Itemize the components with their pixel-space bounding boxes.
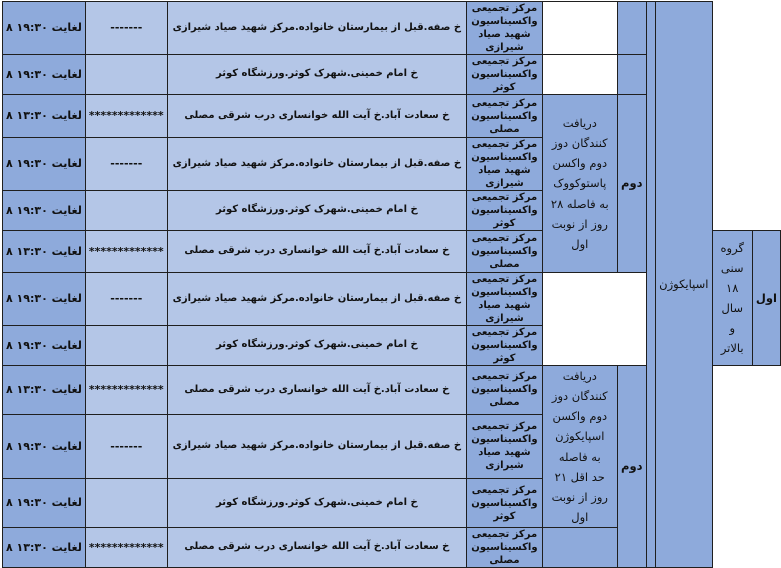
time-cell: ۸ لغایت ۱۳:۳۰ [3,366,86,415]
vaccine-empty-cell [646,2,655,568]
code-cell [85,479,167,528]
code-cell: ************* [85,231,167,273]
center-cell: مرکز تجمیعی واکسیناسیون شهید صیاد شیرازی [467,138,543,191]
time-cell: ۸ لغایت ۱۹:۳۰ [3,479,86,528]
code-cell: ------- [85,414,167,479]
code-cell: ------- [85,2,167,55]
center-cell: مرکز تجمیعی واکسیناسیون مصلی [467,231,543,273]
time-cell: ۸ لغایت ۱۹:۳۰ [3,138,86,191]
code-cell: ------- [85,273,167,326]
group-empty-cell [542,528,617,568]
table-row [3,2,781,55]
vaccine-name-cell: اسپایکوژن [656,2,712,568]
center-cell: مرکز تجمیعی واکسیناسیون کوثر [467,55,543,95]
dose-cell: دوم [617,95,646,273]
code-cell: ------- [85,138,167,191]
time-cell: ۸ لغایت ۱۹:۳۰ [3,191,86,231]
center-cell: مرکز تجمیعی واکسیناسیون شهید صیاد شیرازی [467,273,543,326]
address-cell: خ امام خمینی.شهرک کوثر.ورزشگاه کوثر [167,55,466,95]
time-cell: ۸ لغایت ۱۳:۳۰ [3,231,86,273]
address-cell: خ صفه.قبل از بیمارستان خانواده.مرکز شهید صیاد شیرازی [167,414,466,479]
code-cell [85,326,167,366]
center-cell: مرکز تجمیعی واکسیناسیون کوثر [467,191,543,231]
dose-empty-cell [617,55,646,95]
address-cell: خ صفه.قبل از بیمارستان خانواده.مرکز شهید صیاد شیرازی [167,273,466,326]
address-cell: خ صفه.قبل از بیمارستان خانواده.مرکز شهید صیاد شیرازی [167,2,466,55]
time-cell: ۸ لغایت ۱۹:۳۰ [3,414,86,479]
center-cell: مرکز تجمیعی واکسیناسیون مصلی [467,95,543,138]
code-cell: ************* [85,528,167,568]
code-cell [85,55,167,95]
group-description-cell: دریافت کنندگان دوز دوم واکسن اسپایکوژن به فاصله حد اقل ۲۱ روز از نوبت اول [542,366,617,528]
address-cell: خ سعادت آباد.خ آیت الله خوانساری درب شرقی مصلی [167,366,466,415]
address-cell: خ امام خمینی.شهرک کوثر.ورزشگاه کوثر [167,326,466,366]
center-cell: مرکز تجمیعی واکسیناسیون کوثر [467,479,543,528]
code-cell [85,191,167,231]
code-cell: ************* [85,95,167,138]
address-cell: خ امام خمینی.شهرک کوثر.ورزشگاه کوثر [167,479,466,528]
center-cell: مرکز تجمیعی واکسیناسیون شهید صیاد شیرازی [467,2,543,55]
address-cell: خ سعادت آباد.خ آیت الله خوانساری درب شرقی مصلی [167,528,466,568]
code-cell: ************* [85,366,167,415]
vaccination-schedule-table [2,1,781,568]
time-cell: ۸ لغایت ۱۹:۳۰ [3,55,86,95]
group-empty-cell [542,2,617,55]
address-cell: خ سعادت آباد.خ آیت الله خوانساری درب شرقی مصلی [167,231,466,273]
center-cell: مرکز تجمیعی واکسیناسیون کوثر [467,326,543,366]
center-cell: مرکز تجمیعی واکسیناسیون شهید صیاد شیرازی [467,414,543,479]
group-empty-cell [542,55,617,95]
dose-empty-cell [617,2,646,55]
dose-cell: دوم [617,366,646,568]
address-cell: خ امام خمینی.شهرک کوثر.ورزشگاه کوثر [167,191,466,231]
address-cell: خ صفه.قبل از بیمارستان خانواده.مرکز شهید صیاد شیرازی [167,138,466,191]
group-description-cell: گروه سنی ۱۸ سال و بالاتر [712,231,752,366]
center-cell: مرکز تجمیعی واکسیناسیون مصلی [467,366,543,415]
address-cell: خ سعادت آباد.خ آیت الله خوانساری درب شرقی مصلی [167,95,466,138]
group-description-cell: دریافت کنندگان دوز دوم واکسن پاستوکووک به فاصله ۲۸ روز از نوبت اول [542,95,617,273]
center-cell: مرکز تجمیعی واکسیناسیون مصلی [467,528,543,568]
dose-cell: اول [752,231,780,366]
time-cell: ۸ لغایت ۱۹:۳۰ [3,2,86,55]
time-cell: ۸ لغایت ۱۹:۳۰ [3,326,86,366]
time-cell: ۸ لغایت ۱۳:۳۰ [3,528,86,568]
time-cell: ۸ لغایت ۱۳:۳۰ [3,95,86,138]
time-cell: ۸ لغایت ۱۹:۳۰ [3,273,86,326]
